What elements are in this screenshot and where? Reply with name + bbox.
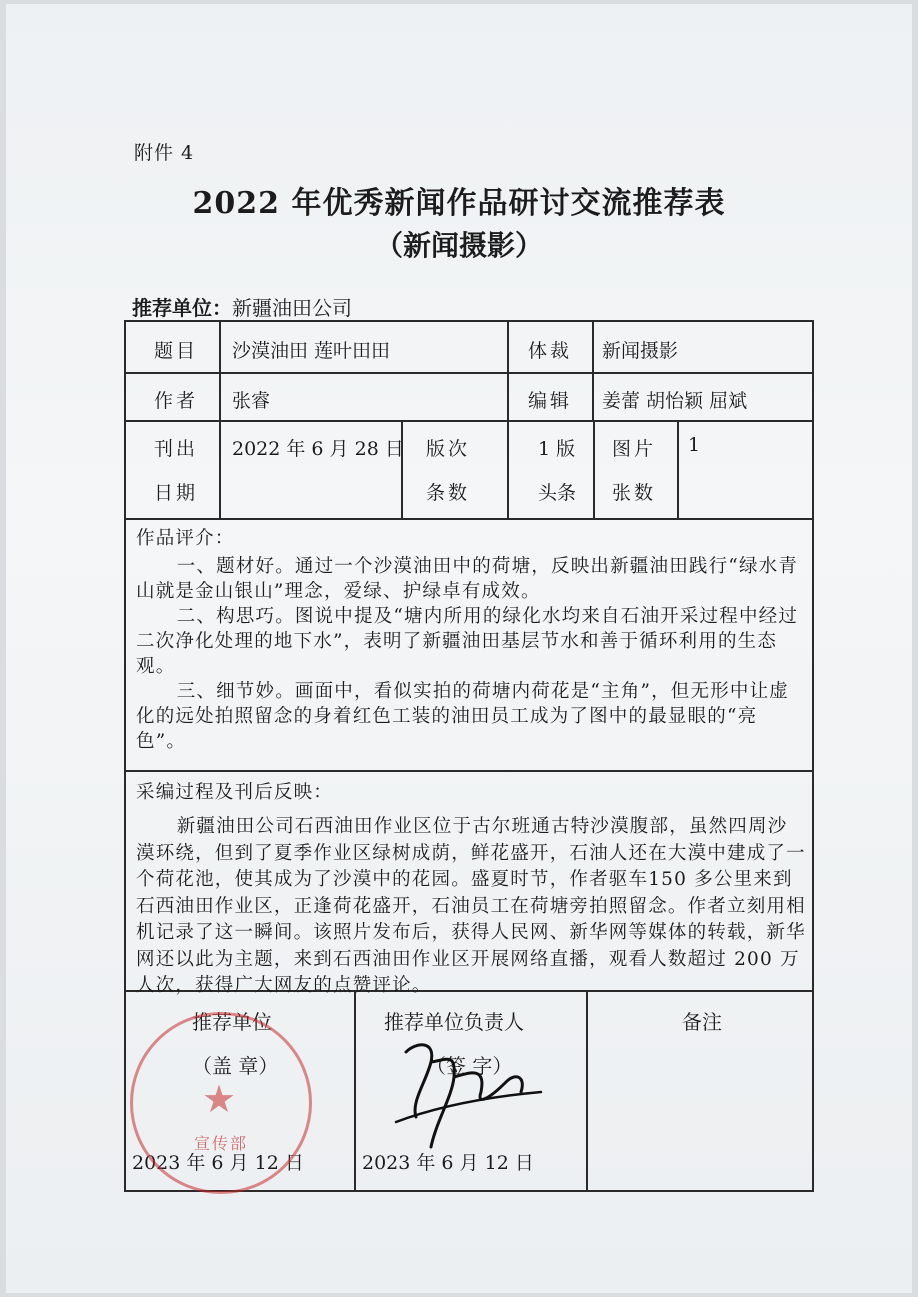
edition-label-line2: 条数: [426, 482, 471, 504]
document-page: [6, 4, 912, 1293]
seal-label: （盖 章）: [192, 1054, 279, 1078]
col-divider: [677, 420, 679, 518]
sign-label: （签 字）: [426, 1054, 513, 1078]
handwritten-signature: [376, 1022, 546, 1152]
person-signoff-label: 推荐单位负责人: [384, 1010, 524, 1034]
pubdate-label-line2: 日期: [154, 482, 199, 504]
col-divider: [507, 322, 509, 420]
process-heading: 采编过程及刊后反映：: [136, 782, 334, 803]
evaluation-heading: 作品评介：: [136, 528, 235, 549]
topic-label: 题目: [154, 340, 199, 362]
col-divider: [592, 322, 594, 420]
row-divider: [126, 518, 812, 520]
photos-label-line2: 张数: [612, 482, 657, 504]
seal-text: 宣传部: [193, 1134, 248, 1153]
edition-value-line1: 1 版: [538, 438, 576, 460]
process-body: 新疆油田公司石西油田作业区位于古尔班通古特沙漠腹部，虽然四周沙漠环绕，但到了夏季作业区绿树成荫，鲜花盛开，石油人还在大漠中建成了一个荷花池，使其成为了沙漠中的花园。盛夏时节，作者驱车150 多公里来到石西油田作业区，正逢荷花盛开，石油员工在荷塘旁拍照留念。作者立刻用相机记录了这一瞬间。该照片发布后，获得人民网、新华网等媒体的转载，新华网还以此为主题，来到石西油田作业区开展网络直播，观看人数超过 200 万人次，获得广大网友的点赞评论。: [136, 816, 806, 996]
genre-label: 体裁: [528, 340, 573, 362]
document-title: 2022 年优秀新闻作品研讨交流推荐表: [192, 186, 726, 221]
evaluation-point-1: 一、题材好。通过一个沙漠油田中的荷塘，反映出新疆油田践行“绿水青山就是金山银山”理念，爱绿、护绿卓有成效。: [136, 556, 799, 602]
unit-signoff-date: 2023 年 6 月 12 日: [132, 1152, 304, 1174]
attachment-label: 附件 4: [134, 142, 195, 164]
unit-signoff-label: 推荐单位: [192, 1010, 272, 1034]
recommendation-form: [124, 320, 814, 1192]
pubdate-label-line1: 刊出: [154, 438, 199, 460]
author-label: 作者: [154, 390, 199, 412]
document-subtitle: （新闻摄影）: [374, 229, 543, 262]
seal-star-icon: ★: [202, 1077, 237, 1121]
row-divider: [126, 770, 812, 772]
row-divider: [126, 420, 812, 422]
evaluation-point-2: 二、构思巧。图说中提及“塘内所用的绿化水均来自石油开采过程中经过二次净化处理的地下水”，表明了新疆油田基层节水和善于循环利用的生态观。: [136, 606, 799, 677]
col-divider: [507, 420, 509, 518]
edition-value-line2: 头条: [538, 482, 577, 504]
editor-value: 姜蕾 胡怡颖 屈斌: [602, 390, 748, 412]
genre-value: 新闻摄影: [602, 340, 679, 362]
row-divider: [126, 372, 812, 374]
photos-value: 1: [688, 434, 701, 456]
photos-label-line1: 图片: [612, 438, 657, 460]
edition-label-line1: 版次: [426, 438, 471, 460]
evaluation-point-3: 三、细节妙。画面中，看似实拍的荷塘内荷花是“主角”，但无形中让虚化的远处拍照留念的身着红色工装的油田员工成为了图中的最显眼的“亮色”。: [136, 681, 790, 752]
recommender-value: 新疆油田公司: [232, 296, 352, 320]
person-signoff-date: 2023 年 6 月 12 日: [362, 1152, 534, 1174]
recommender-row: [132, 292, 352, 321]
col-divider: [354, 990, 356, 1192]
editor-label: 编辑: [528, 390, 573, 412]
topic-value: 沙漠油田 莲叶田田: [232, 340, 391, 362]
col-divider: [219, 322, 221, 518]
author-value: 张睿: [232, 390, 271, 412]
recommender-label: 推荐单位：: [132, 296, 232, 320]
col-divider: [586, 990, 588, 1192]
col-divider: [593, 420, 595, 518]
remark-label: 备注: [682, 1010, 722, 1034]
pubdate-value: 2022 年 6 月 28 日: [232, 438, 404, 460]
